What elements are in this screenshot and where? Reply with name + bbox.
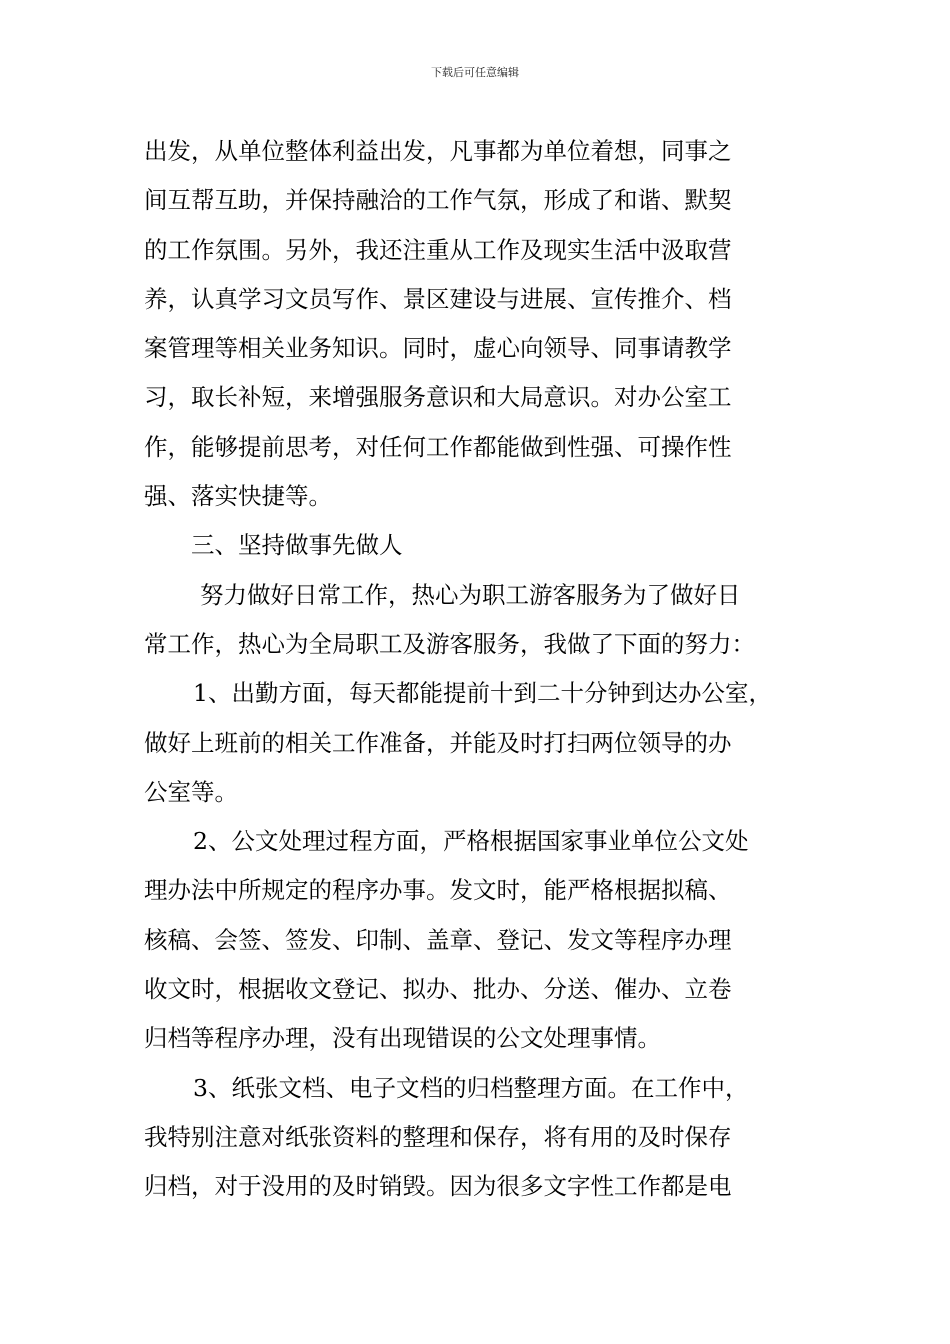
text-line: 归档，对于没用的及时销毁。因为很多文字性工作都是电 [144, 1172, 732, 1201]
text-line: 归档等程序办理，没有出现错误的公文处理事情。 [144, 1024, 661, 1053]
section-heading: 三、坚持做事先做人 [191, 531, 403, 560]
text-line: 核稿、会签、签发、印制、盖章、登记、发文等程序办理 [144, 925, 732, 954]
list-item-3: 3、纸张文档、电子文档的归档整理方面。在工作中， [193, 1073, 749, 1102]
text-line: 强、落实快捷等。 [144, 482, 332, 511]
text-line: 案管理等相关业务知识。同时，虚心向领导、同事请教学 [144, 334, 732, 363]
text-line: 的工作氛围。另外，我还注重从工作及现实生活中汲取营 [144, 235, 732, 264]
text-line: 养，认真学习文员写作、景区建设与进展、宣传推介、档 [144, 284, 732, 313]
text-line: 收文时，根据收文登记、拟办、批办、分送、催办、立卷 [144, 975, 732, 1004]
text-line: 常工作，热心为全局职工及游客服务，我做了下面的努力： [144, 629, 755, 658]
list-item-1: 1、出勤方面，每天都能提前十到二十分钟到达办公室， [193, 679, 772, 708]
text-line: 理办法中所规定的程序办事。发文时，能严格根据拟稿、 [144, 876, 732, 905]
text-line: 作，能够提前思考，对任何工作都能做到性强、可操作性 [144, 432, 732, 461]
text-line: 我特别注意对纸张资料的整理和保存，将有用的及时保存 [144, 1122, 732, 1151]
text-line: 出发，从单位整体利益出发，凡事都为单位着想，同事之 [144, 137, 732, 165]
text-line: 努力做好日常工作，热心为职工游客服务为了做好日 [200, 580, 741, 609]
text-line: 做好上班前的相关工作准备，并能及时打扫两位领导的办 [144, 728, 732, 757]
document-body [144, 127, 814, 1212]
text-line: 习，取长补短，来增强服务意识和大局意识。对办公室工 [144, 383, 732, 412]
text-line: 间互帮互助，并保持融洽的工作气氛，形成了和谐、默契 [144, 186, 732, 215]
list-item-2: 2、公文处理过程方面，严格根据国家事业单位公文处 [193, 827, 749, 856]
text-line: 公室等。 [144, 777, 238, 806]
page-header: 下载后可任意编辑 [431, 66, 519, 79]
